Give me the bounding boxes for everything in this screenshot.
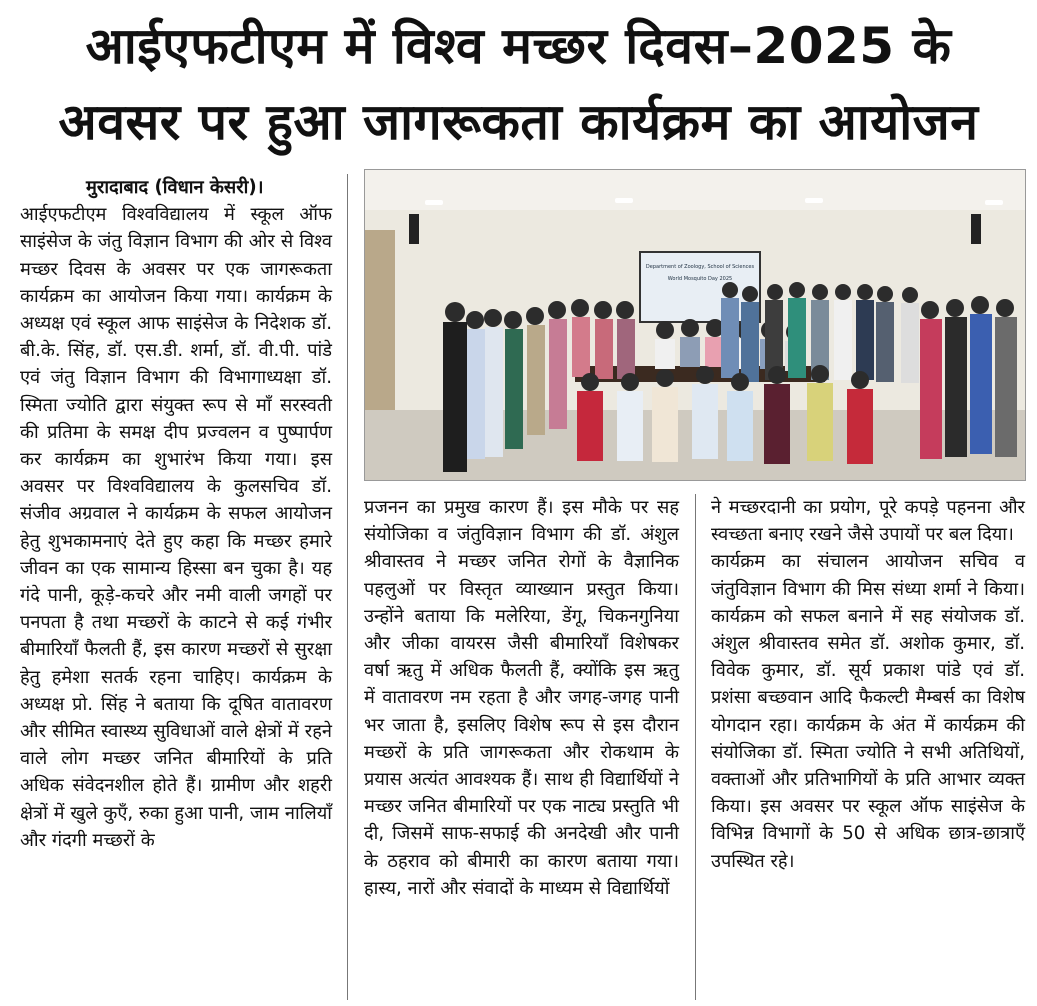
screen-line-2: World Mosquito Day 2025: [667, 276, 733, 282]
column-2-text: प्रजनन का प्रमुख कारण हैं। इस मौके पर सह संयोजिका व जंतुविज्ञान विभाग की डॉ. अंशुल श्रीवास्तव ने मच्छर जनित रोगों के वैज्ञानिक पहलुओं पर विस्तृत व्याख्यान प्रस्तुत किया। उन्होंने बताया कि मलेरिया, डेंगू, चिकनगुनिया और जीका वायरस जैसी बीमारियाँ विशेषकर वर्षा ऋतु में अधिक फैलती हैं, क्योंकि इस ऋतु में वातावरण नम रहता है और जगह-जगह पानी भर जाता है, इसलिए विशेष रूप से इस दौरान मच्छरों के प्रति जागरूकता और रोकथाम के प्रयास अत्यंत आवश्यक हैं। साथ ही विद्यार्थियों ने मच्छर जनित बीमारियों पर एक नाट्य प्रस्तुति भी दी, जिसमें साफ-सफाई की अनदेखी और पानी के ठहराव को बीमारी का कारण बताया गया। हास्य, नारों और संवादों के माध्यम से विद्यार्थियों: [364, 497, 679, 899]
headline-line-2: अवसर पर हुआ जागरूकता कार्यक्रम का आयोजन: [58, 93, 979, 151]
column-1-text: आईएफटीएम विश्वविद्यालय में स्कूल ऑफ साइंसेज के जंतु विज्ञान विभाग की ओर से विश्व मच्छर दिवस के अवसर पर एक जागरूकता कार्यक्रम का आयोजन किया गया। कार्यक्रम के अध्यक्ष एवं स्कूल आफ साइंसेज के निदेशक डॉ. बी.के. सिंह, डॉ. एस.डी. शर्मा, डॉ. वी.पी. पांडे एवं जंतु विज्ञान विभाग की विभागाध्यक्षा डॉ. स्मिता ज्योति द्वारा संयुक्त रूप से माँ सरस्वती की प्रतिमा के समक्ष दीप प्रज्वलन व पुष्पार्पण कर कार्यक्रम का शुभारंभ किया गया। इस अवसर पर विश्वविद्यालय के कुलसचिव डॉ. संजीव अग्रवाल ने कार्यक्रम के सफल आयोजन हेतु शुभकामनाएं देते हुए कहा कि मच्छर हमारे जीवन का एक सामान्य हिस्सा बन चुका है। यह गंदे पानी, कूड़े-कचरे और नमी वाली जगहों पर पनपता है तथा मच्छरों के काटने से कई गंभीर बीमारियाँ फैलती हैं, इस कारण मच्छरों से सुरक्षा हेतु हमेशा सतर्क रहना चाहिए। कार्यक्रम के अध्यक्ष प्रो. सिंह ने बताया कि दूषित वातावरण और सीमित स्वास्थ्य सुविधाओं वाले क्षेत्रों में रहने वाले लोग मच्छर जनित बीमारियों के प्रति अधिक संवेदनशील होते हैं। ग्रामीण और शहरी क्षेत्रों में खुले कुएँ, रुका हुआ पानी, जाम नालियाँ और गंदगी मच्छरों के: [20, 204, 332, 851]
column-3-paragraph-1: ने मच्छरदानी का प्रयोग, पूरे कपड़े पहनना और स्वच्छता बनाए रखने जैसे उपायों पर बल दिया।: [711, 497, 1025, 546]
headline: [0, 8, 1037, 160]
article-column-1: [20, 174, 332, 854]
article-column-2: [364, 494, 679, 902]
column-3-paragraph-2: कार्यक्रम का संचालन आयोजन सचिव व जंतुविज्ञान विभाग की मिस संध्या शर्मा ने किया। कार्यक्रम को सफल बनाने में सह संयोजक डॉ. अंशुल श्रीवास्तव समेत डॉ. अशोक कुमार, डॉ. विवेक कुमार, डॉ. सूर्य प्रकाश पांडे एवं डॉ. प्रशंसा बच्छवान आदि फैकल्टी मैम्बर्स का विशेष योगदान रहा। कार्यक्रम के अंत में कार्यक्रम की संयोजिका डॉ. स्मिता ज्योति ने सभी अतिथियों, वक्ताओं और प्रतिभागियों के प्रति आभार व्यक्त किया। इस अवसर पर स्कूल ऑफ साइंसेज के विभिन्न विभागों के 50 से अधिक छात्र-छात्राएँ उपस्थित रहे।: [711, 551, 1025, 872]
column-divider-1: [347, 174, 348, 1000]
article-column-3: [711, 494, 1025, 875]
screen-line-1: Department of Zoology, School of Sciences: [645, 264, 755, 270]
headline-line-1: आईएफटीएम में विश्व मच्छर दिवस–2025 के: [85, 17, 952, 75]
dateline: मुरादाबाद (विधान केसरी)।: [86, 177, 264, 198]
event-photo: [364, 169, 1026, 481]
column-divider-2: [695, 494, 696, 1000]
